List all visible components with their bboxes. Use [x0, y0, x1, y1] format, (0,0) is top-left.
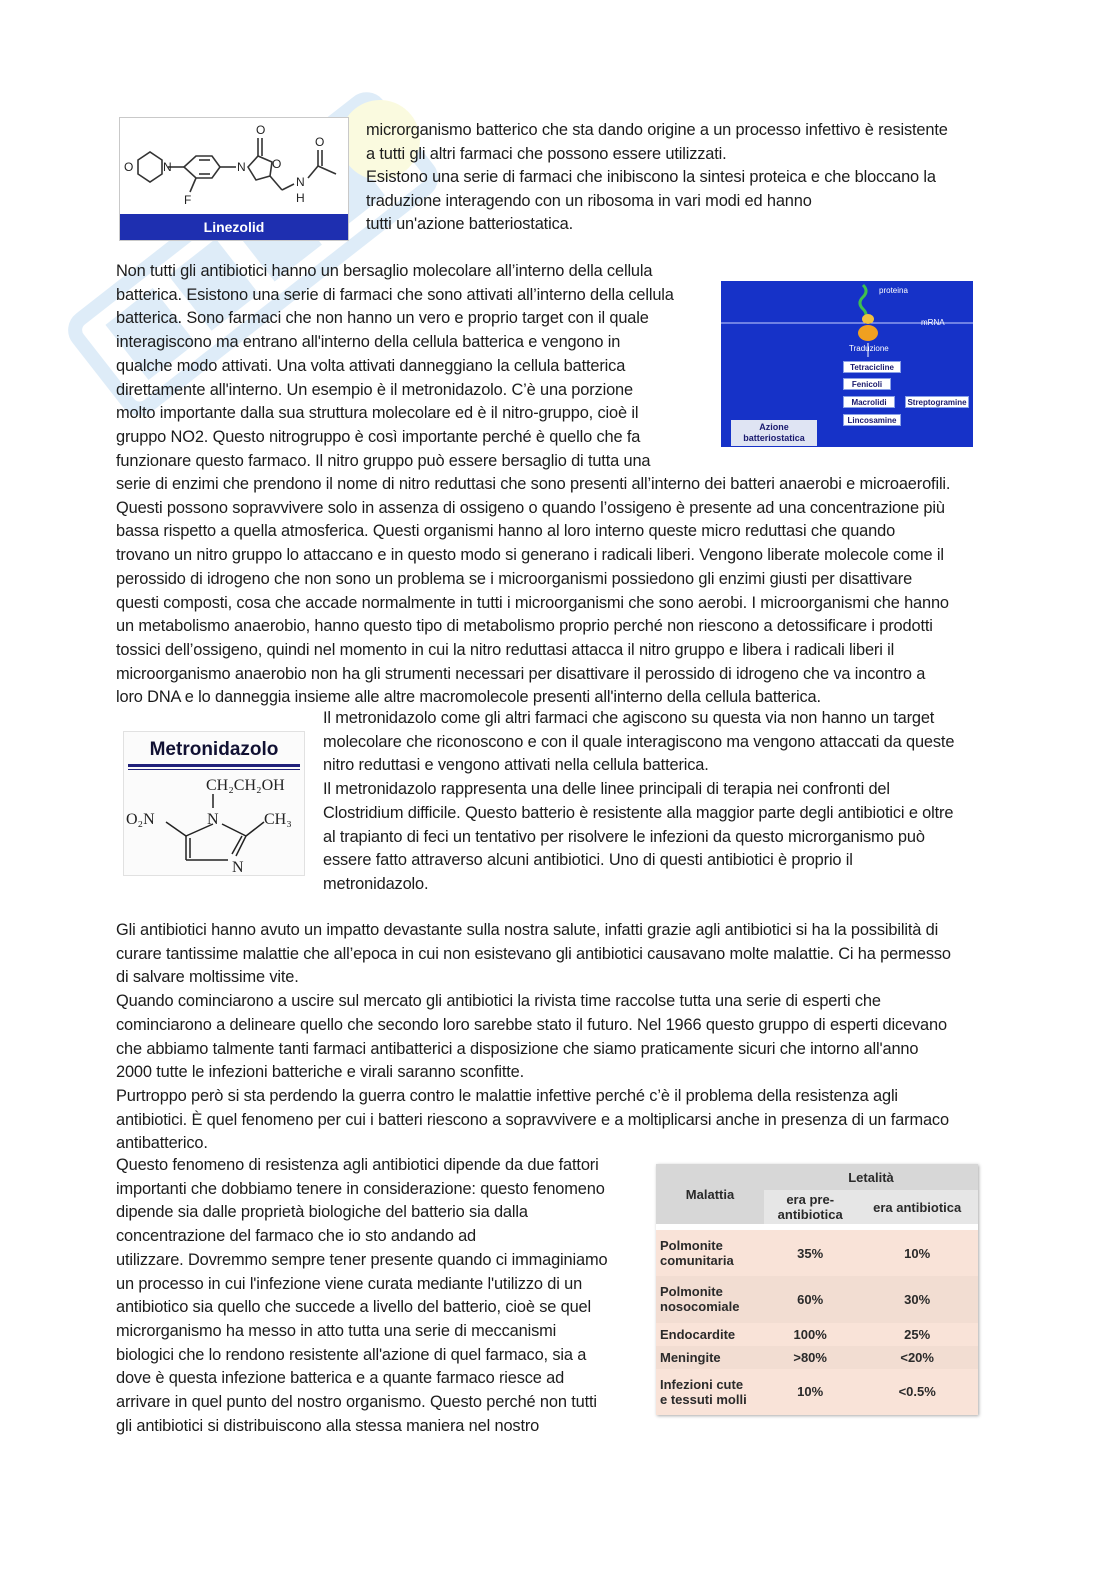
- metronidazolo-figure: [123, 731, 305, 876]
- class-box-streptogramine: Streptogramine: [905, 396, 969, 408]
- row-label: Infezioni cute e tessuti molli: [660, 1376, 747, 1407]
- ring-n-bottom: N: [232, 859, 244, 875]
- row-pre-value: 100%: [793, 1326, 827, 1342]
- linezolid-structure: [120, 118, 348, 214]
- nitro-label: O₂N: [126, 811, 155, 828]
- paragraph-6: Gli antibiotici hanno avuto un impatto devastante sulla nostra salute, infatti grazie agli antibiotici si ha la possibilità di curare tantissime malattie che all’epoca in cui non esistevano gli antibiotici causavano molte malattie. Ci ha permesso di salvare moltissime vite. Quando cominciarono a uscire sul mercato gli antibiotici la rivista time raccolse tutta una serie di esperti che cominciarono a delineare quello che secondo loro sarebbe stato il futuro. Nel 1966 questo gruppo di esperti dicevano che abbiamo talmente tanti farmaci antibatterici a disposizione che siamo praticamente sicuri che intorno all'anno 2000 tutte le infezioni batteriche e virali saranno sconfitte. Purtroppo però si sta perdendo la guerra contro le malattie infettive perché c’è il problema della resistenza agli antibiotici. È quel fenomeno per cui i batteri riescono a sopravvivere e a moltiplicarsi anche in presenza di un farmaco antibatterico.: [116, 921, 951, 1153]
- class-box-tetracicline: Tetracicline: [843, 361, 901, 373]
- action-line-2: batteriostatica: [743, 433, 805, 443]
- row-label: Endocardite: [660, 1326, 736, 1342]
- row-label: Meningite: [660, 1349, 721, 1365]
- atom-n: N: [296, 175, 305, 189]
- row-post-value: 25%: [904, 1326, 931, 1342]
- ring-n-top: N: [207, 811, 219, 828]
- linezolid-figure: [119, 117, 349, 241]
- paragraph-3: Non tutti gli antibiotici hanno un bersaglio molecolare all’interno della cellula batterica. Esistono una serie di farmaci che sono attivati all’interno della cellula batterica. Sono farmaci che non hanno un vero e proprio target con il quale interagiscono ma entrano all'interno della cellula batterica e vengono in qualche modo attivati. Una volta attivati danneggiano la cellula batterica direttamente all'interno. Un esempio è il metronidazolo. C’è una porzione molto importante dalla sua struttura molecolare ed è il nitro-gruppo, cioè il gruppo NO2. Questo nitrogruppo è così importante perché è quello che fa funzionare questo farmaco. Il nitro gruppo può essere bersaglio di tutta una: [116, 262, 674, 470]
- atom-f: F: [184, 193, 192, 207]
- table-row: [656, 1346, 978, 1369]
- header-pre-antibiotic: era pre- antibiotica: [764, 1190, 856, 1224]
- row-pre-value: 60%: [797, 1291, 824, 1307]
- paragraph-7: Questo fenomeno di resistenza agli antibiotici dipende da due fattori importanti che dobbiamo tenere in considerazione: questo fenomeno dipende sia dalle proprietà biologiche del batterio sia dalla concentrazione del farmaco che io sto andando ad utilizzare. Dovremmo sempre tener presente quando ci immaginiamo un processo in cui l'infezione viene curata mediante l'utilizzo di un antibiotico sia quello che succede a livello del batterio, cioè se quel microrganismo ha messo in atto tutta una serie di meccanismi biologici che lo rendono resistente all'azione di quel farmaco, sia a dove è questa infezione batterica e a quante farmaco riesce ad arrivare in quel punto del nostro organismo. Questo perché non tutti gli antibiotici si distribuiscono alla stessa maniera nel nostro: [116, 1156, 608, 1435]
- row-pre-value: 35%: [797, 1245, 824, 1261]
- class-box-fenicoli: Fenicoli: [843, 378, 891, 390]
- action-box: [731, 420, 817, 446]
- translation-figure: [721, 281, 973, 447]
- row-post-value: <20%: [900, 1349, 934, 1365]
- paragraph-5: Il metronidazolo come gli altri farmaci che agiscono su questa via non hanno un target molecolare che riconoscono e con il quale interagiscono ma vengono attaccati da queste nitro reduttasi e vengono attivati nella cellula batterica. Il metronidazolo rappresenta una delle linee principali di terapia nei confronti del Clostridium difficile. Questo batterio è resistente alla maggior parte degli antibiotici e oltre al trapianto di feci un tentativo per risolvere le infezioni da questo microrganismo può essere fatto attraverso alcuni antibiotici. Uno di questi antibiotici è proprio il metronidazolo.: [323, 709, 955, 893]
- traduzione-label: Traduzione: [849, 344, 889, 353]
- table-row: [656, 1276, 978, 1322]
- atom-n: N: [237, 160, 246, 174]
- atom-o: O: [256, 123, 266, 137]
- side-chain-label: CH₂CH₂OH: [206, 777, 285, 794]
- metronidazolo-title: Metronidazolo: [149, 739, 279, 760]
- table-row: [656, 1323, 978, 1346]
- proteina-label: proteina: [879, 286, 908, 295]
- row-label: Polmonite nosocomiale: [660, 1284, 740, 1315]
- atom-n: N: [163, 160, 172, 174]
- action-line-1: Azione: [759, 422, 789, 432]
- row-pre-value: >80%: [793, 1349, 827, 1365]
- table-row: [656, 1369, 978, 1415]
- header-letalita: Letalità: [764, 1164, 978, 1190]
- lethality-table: [656, 1164, 978, 1415]
- methyl-label: CH₃: [264, 811, 292, 828]
- mrna-label: mRNA: [921, 318, 945, 327]
- metronidazolo-structure: [124, 732, 304, 875]
- paragraph-1: microrganismo batterico che sta dando origine a un processo infettivo è resistente a tutti gli altri farmaci che possono essere utilizzati.: [366, 121, 948, 163]
- row-pre-value: 10%: [797, 1384, 824, 1400]
- row-post-value: 30%: [904, 1291, 931, 1307]
- class-box-lincosamine: Lincosamine: [843, 414, 901, 426]
- class-box-macrolidi: Macrolidi: [843, 396, 895, 408]
- row-label: Polmonite comunitaria: [660, 1238, 734, 1269]
- atom-h: H: [296, 191, 305, 205]
- row-post-value: <0.5%: [898, 1384, 936, 1400]
- row-post-value: 10%: [904, 1245, 931, 1261]
- header-antibiotic: era antibiotica: [856, 1190, 978, 1224]
- linezolid-caption: Linezolid: [120, 214, 348, 240]
- table-row: [656, 1230, 978, 1276]
- atom-o: O: [124, 160, 134, 174]
- header-malattia: Malattia: [656, 1164, 764, 1224]
- atom-o: O: [315, 135, 325, 149]
- paragraph-2: Esistono una serie di farmaci che inibiscono la sintesi proteica e che bloccano la traduzione interagendo con un ribosoma in vari modi ed hanno tutti un'azione batteriostatica.: [366, 168, 936, 234]
- atom-o: O: [272, 157, 282, 171]
- paragraph-4: serie di enzimi che prendono il nome di nitro reduttasi che sono presenti all’interno dei batteri anaerobi e microaerofili. Questi possono sopravvivere solo in assenza di ossigeno o quando l’ossigeno è presente ad una concentrazione più bassa rispetto a quella atmosferica. Questi organismi hanno al loro interno queste micro reduttasi che quando trovano un nitro gruppo lo attaccano e in questo modo si generano i radicali liberi. Vengono liberate molecole come il perossido di idrogeno che non sono un problema se i microorganismi possiedono gli enzimi giusti per disattivare questi composti, cosa che accade normalmente in tutti i microorganismi che sono aerobi. I microorganismi che hanno un metabolismo anaerobio, hanno questo tipo di metabolismo proprio perché non riescono a detossificare i prodotti tossici dell’ossigeno, quindi nel momento in cui la nitro reduttasi attacca il nitro gruppo e libera i radicali liberi il microorganismo anaerobio non ha gli strumenti necessari per disattivare il perossido di idrogeno che va incontro a loro DNA e lo danneggia insieme alle altre macromolecole presenti all'interno della cellula batterica.: [116, 475, 951, 707]
